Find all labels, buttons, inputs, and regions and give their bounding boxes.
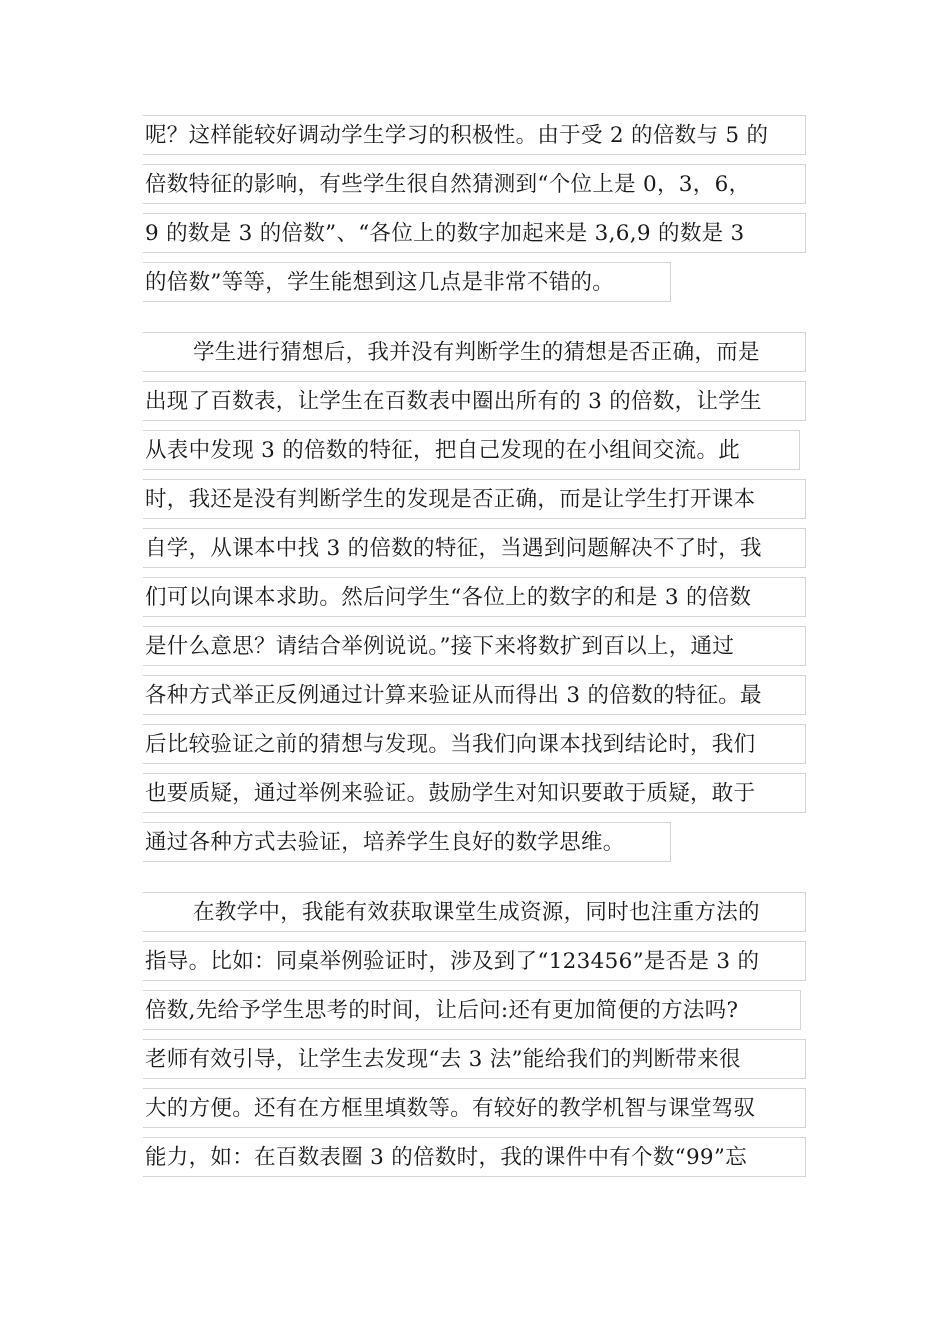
text-line: 的倍数”等等，学生能想到这几点是非常不错的。 <box>143 262 671 302</box>
text-line: 是什么意思？请结合举例说说。”接下来将数扩到百以上，通过 <box>143 626 806 666</box>
text-line: 大的方便。还有在方框里填数等。有较好的教学机智与课堂驾驭 <box>143 1088 806 1128</box>
text-line: 从表中发现 3 的倍数的特征，把自己发现的在小组间交流。此 <box>143 430 800 470</box>
text-line: 通过各种方式去验证，培养学生良好的数学思维。 <box>143 822 671 862</box>
text-line: 在教学中，我能有效获取课堂生成资源，同时也注重方法的 <box>143 892 806 932</box>
text-line: 老师有效引导，让学生去发现“去 3 法”能给我们的判断带来很 <box>143 1039 806 1079</box>
text-line: 指导。比如：同桌举例验证时，涉及到了“123456”是否是 3 的 <box>143 941 806 981</box>
text-line: 9 的数是 3 的倍数”、“各位上的数字加起来是 3,6,9 的数是 3 <box>143 213 806 253</box>
text-line: 自学，从课本中找 3 的倍数的特征，当遇到问题解决不了时，我 <box>143 528 806 568</box>
text-line: 呢？这样能较好调动学生学习的积极性。由于受 2 的倍数与 5 的 <box>143 115 806 155</box>
text-line: 出现了百数表，让学生在百数表中圈出所有的 3 的倍数，让学生 <box>143 381 806 421</box>
text-line: 倍数,先给予学生思考的时间，让后问:还有更加简便的方法吗? <box>143 990 801 1030</box>
text-line: 时，我还是没有判断学生的发现是否正确，而是让学生打开课本 <box>143 479 806 519</box>
text-line: 也要质疑，通过举例来验证。鼓励学生对知识要敢于质疑，敢于 <box>143 773 806 813</box>
text-line: 学生进行猜想后，我并没有判断学生的猜想是否正确，而是 <box>143 332 806 372</box>
text-line: 后比较验证之前的猜想与发现。当我们向课本找到结论时，我们 <box>143 724 806 764</box>
text-line: 们可以向课本求助。然后问学生“各位上的数字的和是 3 的倍数 <box>143 577 806 617</box>
text-line: 倍数特征的影响，有些学生很自然猜测到“个位上是 0，3，6， <box>143 164 806 204</box>
text-line: 能力，如：在百数表圈 3 的倍数时，我的课件中有个数“99”忘 <box>143 1137 806 1177</box>
text-line: 各种方式举正反例通过计算来验证从而得出 3 的倍数的特征。最 <box>143 675 806 715</box>
